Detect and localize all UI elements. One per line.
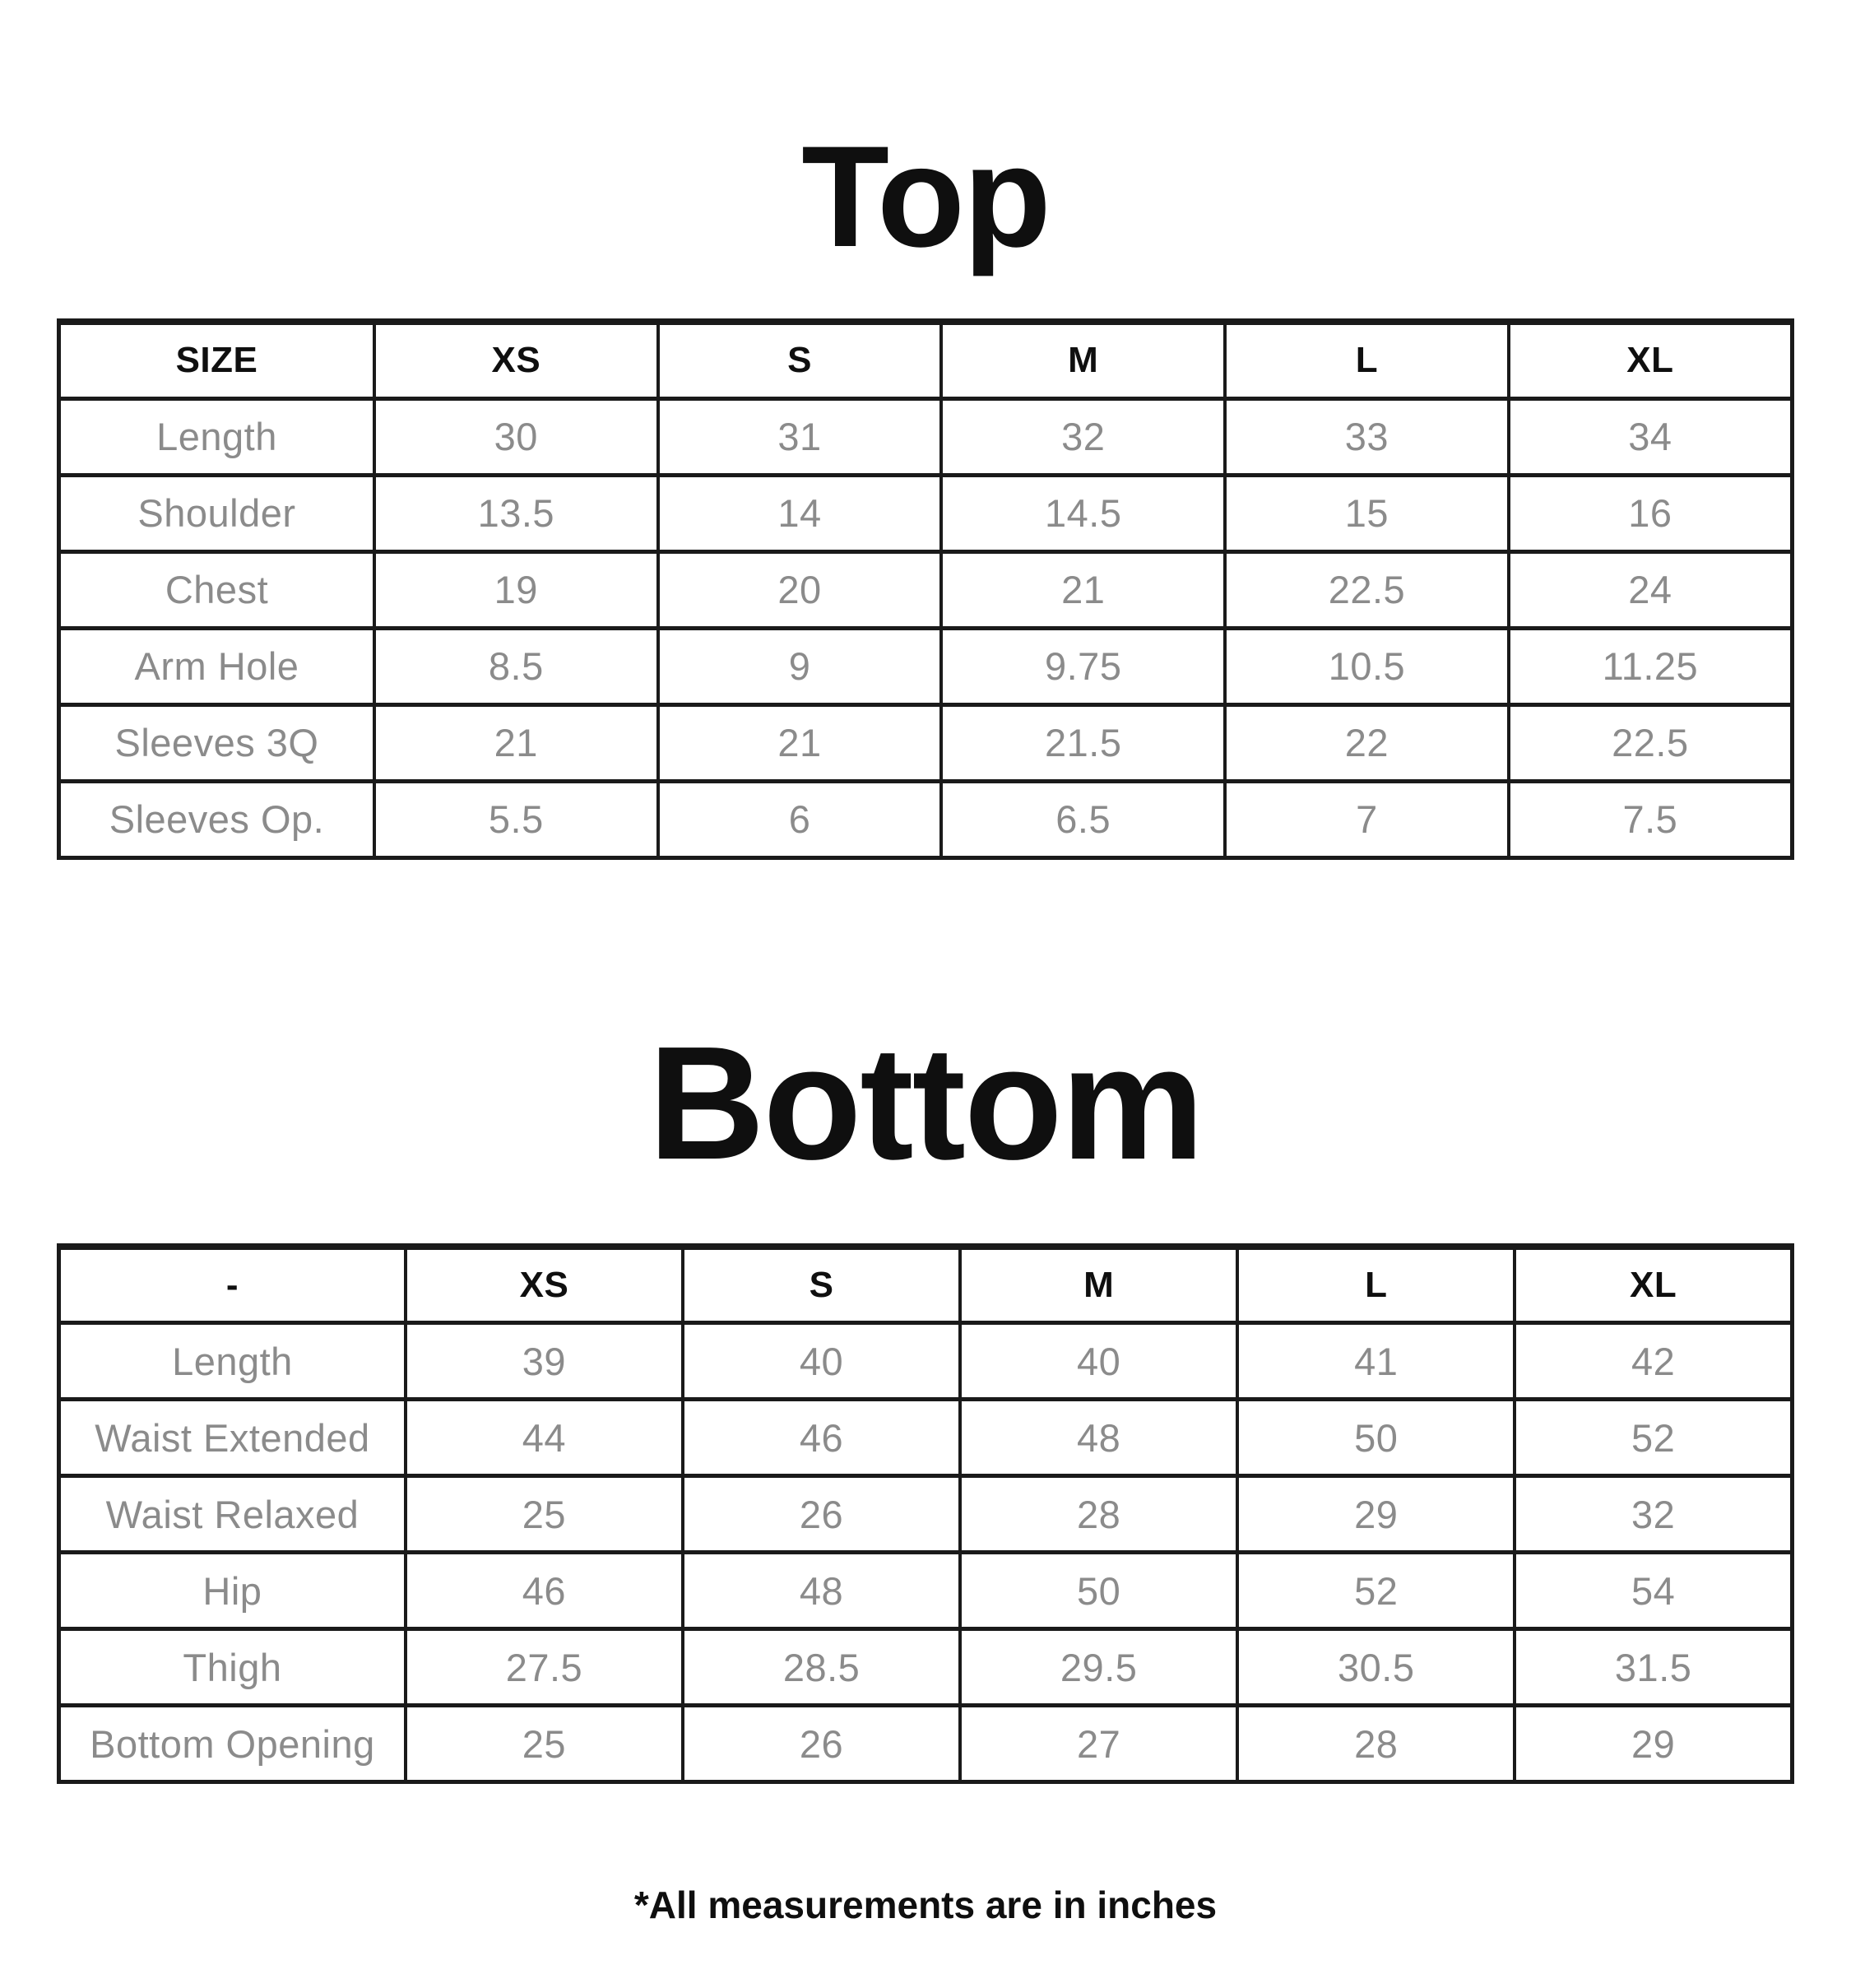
row-label: Hip: [59, 1553, 406, 1629]
table-row-chest: [59, 551, 1793, 628]
row-label: Sleeves Op.: [59, 781, 374, 857]
bottom-section-title: Bottom: [648, 1012, 1203, 1193]
measurement-value: 6.5: [941, 781, 1225, 857]
row-label: Thigh: [59, 1629, 406, 1706]
header-row: [59, 1247, 1793, 1323]
measurement-value: 15: [1225, 475, 1509, 551]
measurement-value: 24: [1509, 551, 1793, 628]
table-row-thigh: [59, 1629, 1793, 1706]
column-header-xl: XL: [1509, 322, 1793, 398]
measurement-value: 50: [960, 1553, 1237, 1629]
measurement-value: 9: [658, 628, 942, 704]
measurement-value: 44: [406, 1400, 683, 1476]
table-row-shoulder: [59, 475, 1793, 551]
row-label: Bottom Opening: [59, 1706, 406, 1782]
table-row-waist-relaxed: [59, 1476, 1793, 1553]
measurement-value: 28: [1237, 1706, 1515, 1782]
measurement-value: 54: [1515, 1553, 1792, 1629]
measurement-value: 21: [941, 551, 1225, 628]
measurement-value: 25: [406, 1476, 683, 1553]
top-table-body: [59, 398, 1793, 857]
measurement-value: 27: [960, 1706, 1237, 1782]
column-header-s: S: [683, 1247, 960, 1323]
top-section-title: Top: [801, 117, 1050, 277]
column-header-s: S: [658, 322, 942, 398]
measurement-value: 11.25: [1509, 628, 1793, 704]
measurement-value: 20: [658, 551, 942, 628]
bottom-table-body: [59, 1323, 1793, 1782]
table-row-hip: [59, 1553, 1793, 1629]
measurement-value: 31.5: [1515, 1629, 1792, 1706]
measurement-value: 39: [406, 1323, 683, 1400]
column-header-xs: XS: [374, 322, 658, 398]
measurement-value: 25: [406, 1706, 683, 1782]
measurement-value: 29: [1515, 1706, 1792, 1782]
measurement-value: 13.5: [374, 475, 658, 551]
measurement-value: 21: [658, 704, 942, 781]
row-label: Waist Extended: [59, 1400, 406, 1476]
measurement-value: 29: [1237, 1476, 1515, 1553]
measurement-value: 34: [1509, 398, 1793, 475]
measurement-value: 16: [1509, 475, 1793, 551]
row-label: Length: [59, 398, 374, 475]
measurement-value: 22.5: [1509, 704, 1793, 781]
measurement-value: 40: [683, 1323, 960, 1400]
measurement-value: 46: [683, 1400, 960, 1476]
bottom-table-header: [59, 1247, 1793, 1323]
measurement-value: 7: [1225, 781, 1509, 857]
measurement-value: 22.5: [1225, 551, 1509, 628]
measurement-value: 10.5: [1225, 628, 1509, 704]
measurement-value: 14: [658, 475, 942, 551]
column-header-size: SIZE: [59, 322, 374, 398]
table-row-bottom-opening: [59, 1706, 1793, 1782]
measurement-value: 19: [374, 551, 658, 628]
measurement-value: 14.5: [941, 475, 1225, 551]
measurement-value: 7.5: [1509, 781, 1793, 857]
column-header-m: M: [941, 322, 1225, 398]
row-label: Shoulder: [59, 475, 374, 551]
table-row-arm-hole: [59, 628, 1793, 704]
measurement-value: 22: [1225, 704, 1509, 781]
table-row-length: [59, 398, 1793, 475]
measurement-value: 28.5: [683, 1629, 960, 1706]
measurement-value: 52: [1515, 1400, 1792, 1476]
table-row-sleeves-op: [59, 781, 1793, 857]
table-row-waist-extended: [59, 1400, 1793, 1476]
measurement-value: 30.5: [1237, 1629, 1515, 1706]
row-label: Sleeves 3Q: [59, 704, 374, 781]
measurement-value: 52: [1237, 1553, 1515, 1629]
row-label: Chest: [59, 551, 374, 628]
row-label: Waist Relaxed: [59, 1476, 406, 1553]
measurement-value: 41: [1237, 1323, 1515, 1400]
measurement-value: 31: [658, 398, 942, 475]
measurement-value: 48: [683, 1553, 960, 1629]
column-header-xl: XL: [1515, 1247, 1792, 1323]
measurement-value: 32: [941, 398, 1225, 475]
measurement-value: 27.5: [406, 1629, 683, 1706]
measurement-value: 50: [1237, 1400, 1515, 1476]
measurement-value: 26: [683, 1706, 960, 1782]
row-label: Length: [59, 1323, 406, 1400]
top-size-table: [57, 318, 1794, 860]
measurement-value: 30: [374, 398, 658, 475]
column-header-xs: XS: [406, 1247, 683, 1323]
measurement-value: 21.5: [941, 704, 1225, 781]
measurement-value: 5.5: [374, 781, 658, 857]
measurement-value: 48: [960, 1400, 1237, 1476]
table-row-sleeves-3q: [59, 704, 1793, 781]
measurement-value: 33: [1225, 398, 1509, 475]
column-header-dash: -: [59, 1247, 406, 1323]
measurement-value: 32: [1515, 1476, 1792, 1553]
measurement-value: 29.5: [960, 1629, 1237, 1706]
column-header-l: L: [1237, 1247, 1515, 1323]
measurement-value: 46: [406, 1553, 683, 1629]
measurement-value: 26: [683, 1476, 960, 1553]
measurement-value: 40: [960, 1323, 1237, 1400]
measurement-value: 21: [374, 704, 658, 781]
measurement-value: 6: [658, 781, 942, 857]
top-table-header: [59, 322, 1793, 398]
column-header-l: L: [1225, 322, 1509, 398]
row-label: Arm Hole: [59, 628, 374, 704]
header-row: [59, 322, 1793, 398]
measurement-value: 42: [1515, 1323, 1792, 1400]
measurement-value: 9.75: [941, 628, 1225, 704]
column-header-m: M: [960, 1247, 1237, 1323]
table-row-length: [59, 1323, 1793, 1400]
bottom-size-table: [57, 1243, 1794, 1785]
measurements-footnote: *All measurements are in inches: [633, 1883, 1218, 1926]
measurement-value: 8.5: [374, 628, 658, 704]
measurement-value: 28: [960, 1476, 1237, 1553]
